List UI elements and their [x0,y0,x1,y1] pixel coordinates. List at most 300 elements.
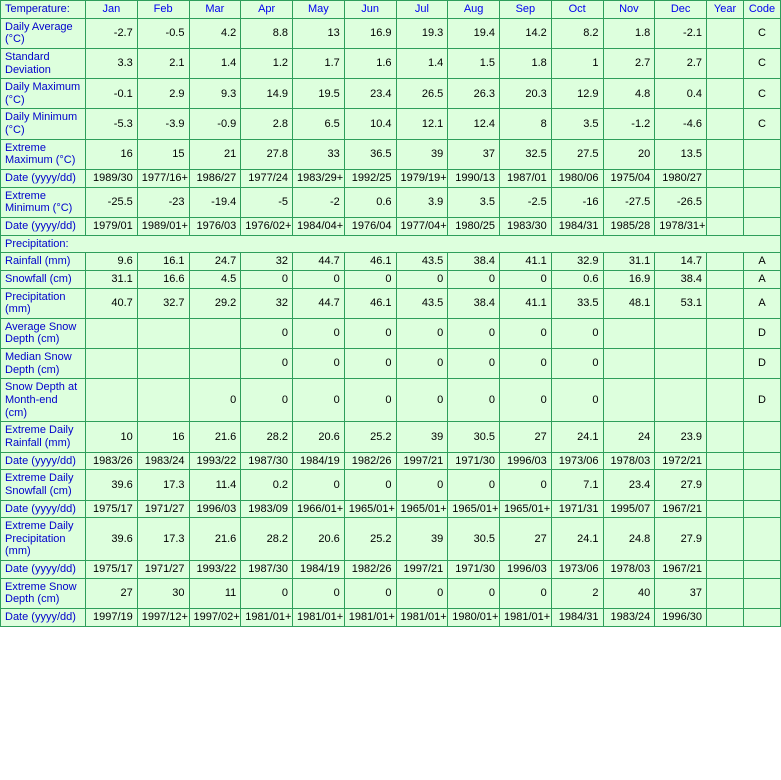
data-cell: 0 [551,379,603,422]
data-cell: 0.2 [241,470,293,500]
data-cell: 27 [500,518,552,561]
data-cell: 16.9 [344,18,396,48]
data-cell: 1981/01+ [241,608,293,626]
data-cell [603,379,655,422]
data-cell: 38.4 [655,270,707,288]
header-cell-jan: Jan [86,1,138,19]
year-cell [707,288,744,318]
data-cell: 39.6 [86,518,138,561]
data-cell: 1981/01+ [396,608,448,626]
code-cell: A [744,270,781,288]
year-cell [707,608,744,626]
year-cell [707,578,744,608]
data-cell: 0 [396,470,448,500]
row-label: Extreme Maximum (°C) [1,139,86,169]
data-cell: 27 [500,422,552,452]
header-cell-jul: Jul [396,1,448,19]
data-cell: 43.5 [396,253,448,271]
data-cell: 24.7 [189,253,241,271]
data-cell: -26.5 [655,187,707,217]
table-row [1,270,781,288]
data-cell: 1997/12+ [137,608,189,626]
code-cell: A [744,288,781,318]
data-cell: 2 [551,578,603,608]
data-cell: 1979/19+ [396,170,448,188]
data-cell: 1997/21 [396,561,448,579]
data-cell: 0 [500,578,552,608]
code-cell [744,608,781,626]
data-cell: -2 [293,187,345,217]
data-cell: 0 [396,578,448,608]
data-cell: 1980/06 [551,170,603,188]
header-cell-year: Year [707,1,744,19]
data-cell: 1971/27 [137,561,189,579]
data-cell: 1.6 [344,48,396,78]
data-cell: 26.5 [396,79,448,109]
data-cell: 0 [551,349,603,379]
data-cell: 1996/03 [189,500,241,518]
data-cell: 1997/21 [396,452,448,470]
data-cell: -2.1 [655,18,707,48]
data-cell: 12.4 [448,109,500,139]
table-row [1,518,781,561]
data-cell: 36.5 [344,139,396,169]
year-cell [707,500,744,518]
code-cell [744,139,781,169]
data-cell: 23.9 [655,422,707,452]
data-cell: 1980/25 [448,217,500,235]
data-cell: 44.7 [293,288,345,318]
data-cell: 0 [396,349,448,379]
data-cell: 8 [500,109,552,139]
year-cell [707,318,744,348]
row-label: Average Snow Depth (cm) [1,318,86,348]
data-cell: 9.3 [189,79,241,109]
data-cell: -16 [551,187,603,217]
data-cell: 3.9 [396,187,448,217]
data-cell: 2.7 [603,48,655,78]
year-cell [707,187,744,217]
data-cell: 1986/27 [189,170,241,188]
data-cell: 28.2 [241,518,293,561]
table-row [1,253,781,271]
data-cell: 0 [241,578,293,608]
data-cell: -3.9 [137,109,189,139]
data-cell: 1.8 [500,48,552,78]
row-label: Daily Average (°C) [1,18,86,48]
data-cell: 10.4 [344,109,396,139]
data-cell: 1971/30 [448,561,500,579]
data-cell: 13 [293,18,345,48]
data-cell: 1.4 [396,48,448,78]
data-cell: 1977/04+ [396,217,448,235]
data-cell: 21.6 [189,518,241,561]
row-label: Date (yyyy/dd) [1,608,86,626]
header-cell-code: Code [744,1,781,19]
code-cell [744,578,781,608]
code-cell [744,170,781,188]
data-cell: 0 [344,318,396,348]
data-cell: 0 [396,270,448,288]
year-cell [707,170,744,188]
data-cell: 39.6 [86,470,138,500]
row-label: Date (yyyy/dd) [1,452,86,470]
data-cell: 1981/01+ [293,608,345,626]
data-cell: 0 [344,349,396,379]
data-cell: 11 [189,578,241,608]
data-cell: 1971/30 [448,452,500,470]
table-row [1,318,781,348]
year-cell [707,518,744,561]
data-cell: 1972/21 [655,452,707,470]
header-cell-sep: Sep [500,1,552,19]
data-cell: 1976/03 [189,217,241,235]
data-cell: 1981/01+ [500,608,552,626]
data-cell: -5 [241,187,293,217]
data-cell: 23.4 [344,79,396,109]
header-cell-dec: Dec [655,1,707,19]
year-cell [707,48,744,78]
row-label: Rainfall (mm) [1,253,86,271]
data-cell: -23 [137,187,189,217]
data-cell: 30.5 [448,422,500,452]
data-cell: 38.4 [448,253,500,271]
data-cell: 1976/04 [344,217,396,235]
data-cell: 32 [241,288,293,318]
row-label: Standard Deviation [1,48,86,78]
table-row [1,217,781,235]
code-cell [744,470,781,500]
row-label: Daily Minimum (°C) [1,109,86,139]
data-cell: 1984/04+ [293,217,345,235]
table-row [1,578,781,608]
data-cell: 1977/16+ [137,170,189,188]
data-cell: 1.2 [241,48,293,78]
data-cell: 26.3 [448,79,500,109]
data-cell: 39 [396,422,448,452]
data-cell: 32.5 [500,139,552,169]
code-cell: C [744,48,781,78]
code-cell [744,500,781,518]
data-cell [137,349,189,379]
data-cell: -2.5 [500,187,552,217]
code-cell [744,561,781,579]
row-label: Date (yyyy/dd) [1,561,86,579]
data-cell [189,318,241,348]
data-cell: 40 [603,578,655,608]
year-cell [707,270,744,288]
row-label: Extreme Snow Depth (cm) [1,578,86,608]
data-cell [137,318,189,348]
data-cell: 24.1 [551,422,603,452]
data-cell [655,379,707,422]
data-cell: 38.4 [448,288,500,318]
data-cell: 32.9 [551,253,603,271]
data-cell: 1965/01+ [500,500,552,518]
year-cell [707,109,744,139]
data-cell: 0.6 [551,270,603,288]
code-cell [744,452,781,470]
data-cell: 3.5 [448,187,500,217]
data-cell: 20.6 [293,422,345,452]
data-cell: 0 [396,379,448,422]
data-cell: 1987/01 [500,170,552,188]
data-cell: 1965/01+ [396,500,448,518]
data-cell: 0 [551,318,603,348]
data-cell: 0 [500,470,552,500]
data-cell: 0 [448,379,500,422]
data-cell: 16.9 [603,270,655,288]
data-cell: 24.1 [551,518,603,561]
table-row [1,109,781,139]
data-cell: 40.7 [86,288,138,318]
data-cell: 0 [293,270,345,288]
data-cell: 1.5 [448,48,500,78]
data-cell: 4.5 [189,270,241,288]
header-cell-temperature: Temperature: [1,1,86,19]
data-cell: 19.3 [396,18,448,48]
data-cell: 0 [344,270,396,288]
data-cell: 2.9 [137,79,189,109]
data-cell: 32.7 [137,288,189,318]
data-cell: 6.5 [293,109,345,139]
data-cell: 0 [448,318,500,348]
data-cell: 17.3 [137,470,189,500]
data-cell: 33 [293,139,345,169]
year-cell [707,452,744,470]
row-label: Date (yyyy/dd) [1,217,86,235]
data-cell: 2.8 [241,109,293,139]
data-cell: 1973/06 [551,561,603,579]
data-cell: 1997/02+ [189,608,241,626]
code-cell: D [744,349,781,379]
data-cell [86,379,138,422]
data-cell: -1.2 [603,109,655,139]
data-cell: 44.7 [293,253,345,271]
section-header-row [1,235,781,253]
data-cell: 17.3 [137,518,189,561]
data-cell: 19.4 [448,18,500,48]
row-label: Snowfall (cm) [1,270,86,288]
year-cell [707,349,744,379]
data-cell [655,318,707,348]
data-cell: 1983/30 [500,217,552,235]
year-cell [707,217,744,235]
data-cell: 16 [86,139,138,169]
data-cell: 27.9 [655,470,707,500]
data-cell: 39 [396,518,448,561]
data-cell: 4.8 [603,79,655,109]
year-cell [707,18,744,48]
data-cell: 1989/30 [86,170,138,188]
year-cell [707,561,744,579]
data-cell: 0 [344,578,396,608]
data-cell: 37 [448,139,500,169]
table-row [1,187,781,217]
row-label: Snow Depth at Month-end (cm) [1,379,86,422]
table-row [1,379,781,422]
data-cell: 0 [189,379,241,422]
data-cell: 1980/27 [655,170,707,188]
data-cell: 43.5 [396,288,448,318]
row-label: Extreme Daily Precipitation (mm) [1,518,86,561]
data-cell: 46.1 [344,253,396,271]
data-cell [189,349,241,379]
data-cell: 1987/30 [241,452,293,470]
data-cell: 1984/31 [551,608,603,626]
code-cell: D [744,379,781,422]
year-cell [707,470,744,500]
header-cell-apr: Apr [241,1,293,19]
data-cell: 0 [241,318,293,348]
data-cell: 25.2 [344,422,396,452]
data-cell: 1981/01+ [344,608,396,626]
data-cell: 12.1 [396,109,448,139]
data-cell: 0 [344,470,396,500]
data-cell [603,349,655,379]
data-cell: 1996/03 [500,561,552,579]
data-cell: 1967/21 [655,500,707,518]
year-cell [707,253,744,271]
data-cell: 1983/24 [137,452,189,470]
data-cell: 1978/03 [603,452,655,470]
row-label: Extreme Daily Rainfall (mm) [1,422,86,452]
data-cell [603,318,655,348]
data-cell: 0 [241,379,293,422]
data-cell: 46.1 [344,288,396,318]
data-cell: 0.6 [344,187,396,217]
data-cell: 16.6 [137,270,189,288]
data-cell: 41.1 [500,253,552,271]
data-cell: 0 [293,578,345,608]
data-cell: 1984/19 [293,561,345,579]
data-cell: 1973/06 [551,452,603,470]
header-cell-mar: Mar [189,1,241,19]
code-cell: D [744,318,781,348]
data-cell: 39 [396,139,448,169]
data-cell: 12.9 [551,79,603,109]
data-cell: 16.1 [137,253,189,271]
header-cell-aug: Aug [448,1,500,19]
data-cell: 48.1 [603,288,655,318]
data-cell: 10 [86,422,138,452]
data-cell: 31.1 [86,270,138,288]
data-cell: 1992/25 [344,170,396,188]
data-cell: 1989/01+ [137,217,189,235]
data-cell: 7.1 [551,470,603,500]
data-cell: 1975/04 [603,170,655,188]
row-label: Date (yyyy/dd) [1,170,86,188]
data-cell: 13.5 [655,139,707,169]
data-cell: 1980/01+ [448,608,500,626]
data-cell: 23.4 [603,470,655,500]
data-cell: 0 [396,318,448,348]
data-cell: 21 [189,139,241,169]
data-cell: 1971/31 [551,500,603,518]
data-cell: 1967/21 [655,561,707,579]
data-cell: 0 [293,470,345,500]
header-cell-feb: Feb [137,1,189,19]
year-cell [707,79,744,109]
data-cell: 8.2 [551,18,603,48]
data-cell: 25.2 [344,518,396,561]
code-cell [744,217,781,235]
data-cell: 11.4 [189,470,241,500]
data-cell: 1996/03 [500,452,552,470]
data-cell: 20 [603,139,655,169]
data-cell: 0 [293,349,345,379]
data-cell: 8.8 [241,18,293,48]
data-cell: 0 [500,270,552,288]
data-cell: 1966/01+ [293,500,345,518]
data-cell: 24 [603,422,655,452]
data-cell: 27.5 [551,139,603,169]
data-cell: -19.4 [189,187,241,217]
data-cell: 0 [293,379,345,422]
header-cell-may: May [293,1,345,19]
data-cell: 1990/13 [448,170,500,188]
table-header-row [1,1,781,19]
data-cell: 1977/24 [241,170,293,188]
table-body [1,1,781,627]
data-cell: 0 [448,270,500,288]
data-cell: 1996/30 [655,608,707,626]
row-label: Median Snow Depth (cm) [1,349,86,379]
table-row [1,349,781,379]
data-cell: -27.5 [603,187,655,217]
data-cell: 4.2 [189,18,241,48]
data-cell [137,379,189,422]
data-cell: 1965/01+ [448,500,500,518]
table-row [1,470,781,500]
code-cell: C [744,109,781,139]
row-label: Extreme Minimum (°C) [1,187,86,217]
data-cell: 1983/24 [603,608,655,626]
data-cell: 1983/29+ [293,170,345,188]
data-cell: 24.8 [603,518,655,561]
table-row [1,422,781,452]
data-cell: 0 [293,318,345,348]
year-cell [707,379,744,422]
data-cell: 1979/01 [86,217,138,235]
code-cell [744,422,781,452]
data-cell: 1982/26 [344,452,396,470]
table-row [1,500,781,518]
data-cell: -0.9 [189,109,241,139]
data-cell: 20.6 [293,518,345,561]
data-cell: 0 [448,578,500,608]
code-cell: C [744,18,781,48]
row-label: Precipitation (mm) [1,288,86,318]
table-row [1,288,781,318]
data-cell: 1987/30 [241,561,293,579]
data-cell: 28.2 [241,422,293,452]
table-row [1,608,781,626]
data-cell: 1983/09 [241,500,293,518]
data-cell: 1976/02+ [241,217,293,235]
data-cell [86,349,138,379]
header-cell-oct: Oct [551,1,603,19]
data-cell: 32 [241,253,293,271]
data-cell: 0 [241,270,293,288]
table-row [1,170,781,188]
data-cell: 1978/31+ [655,217,707,235]
data-cell: 0 [500,318,552,348]
header-cell-jun: Jun [344,1,396,19]
data-cell: 1975/17 [86,561,138,579]
data-cell: 1997/19 [86,608,138,626]
data-cell: -25.5 [86,187,138,217]
